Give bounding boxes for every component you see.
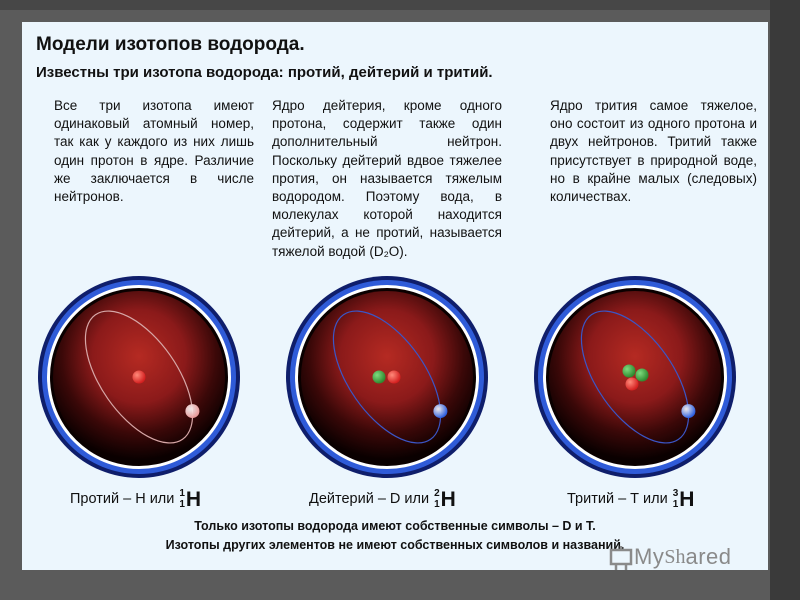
deuterium-electron bbox=[433, 404, 447, 418]
deuterium-atom-model bbox=[284, 274, 490, 480]
protium-element-symbol: Н bbox=[185, 487, 202, 511]
tritium-proton bbox=[626, 378, 639, 391]
text-column-protium: Все три изотопа имеют одинаковый атомный номер, так как у каждого из них лишь один протон в ядре. Различие же заключается в числе нейтронов. bbox=[54, 98, 254, 205]
note-line-2: Изотопы других элементов не имеют собственных символов и названий. bbox=[165, 538, 625, 552]
watermark-text-sh: Sh bbox=[664, 545, 686, 568]
slide-title: Модели изотопов водорода. bbox=[36, 34, 305, 55]
watermark-text-my: My bbox=[634, 544, 665, 569]
background-right bbox=[770, 0, 800, 600]
protium-proton bbox=[133, 371, 146, 384]
tritium-symbol bbox=[673, 488, 695, 510]
text-column-tritium: Ядро трития самое тяжелое, оно состоит из одного протона и двух нейтронов. Тритий также присутствует в природной воде, но в крайне малых (следовых) количествах. bbox=[550, 98, 757, 205]
deuterium-caption-text: Дейтерий – D или bbox=[309, 491, 430, 507]
watermark-icon bbox=[608, 542, 634, 572]
tritium-caption-text: Тритий – Т или bbox=[567, 491, 668, 507]
tritium-atomic-number: 1 bbox=[672, 499, 679, 510]
tritium-atom-model bbox=[532, 274, 738, 480]
note-line-1: Только изотопы водорода имеют собственные символы – D и T. bbox=[194, 519, 596, 533]
protium-symbol bbox=[179, 488, 201, 510]
watermark-text-ared: ared bbox=[685, 544, 732, 569]
protium-caption bbox=[70, 481, 201, 517]
deuterium-mass-number: 2 bbox=[434, 488, 440, 499]
deuterium-symbol bbox=[434, 488, 456, 510]
slide bbox=[22, 22, 768, 570]
deuterium-caption bbox=[309, 481, 456, 517]
deuterium-element-symbol: Н bbox=[440, 487, 456, 511]
tritium-electron bbox=[681, 404, 695, 418]
slide-subtitle: Известны три изотопа водорода: протий, дейтерий и тритий. bbox=[36, 64, 493, 81]
deuterium-atomic-number: 1 bbox=[434, 499, 440, 510]
watermark-logo bbox=[608, 540, 732, 574]
deuterium-neutron bbox=[373, 371, 386, 384]
tritium-neutron bbox=[623, 365, 636, 378]
tritium-neutron bbox=[636, 369, 649, 382]
protium-electron bbox=[185, 404, 199, 418]
tritium-caption bbox=[567, 481, 694, 517]
protium-atom-model bbox=[36, 274, 242, 480]
tritium-mass-number: 3 bbox=[672, 488, 679, 499]
background-top bbox=[0, 0, 800, 10]
text-column-deuterium: Ядро дейтерия, кроме одного протона, содержит также один дополнительный нейтрон. Поскольку дейтерий вдвое тяжелее протия, он называется тяжелым водородом. Поэтому вода, в молекулах которой находится дейтерий, а не протий, называется тяжелой водой (D₂O). bbox=[272, 98, 502, 259]
protium-caption-text: Протий – Н или bbox=[70, 491, 175, 507]
protium-mass-number: 1 bbox=[179, 488, 185, 499]
deuterium-proton bbox=[388, 371, 401, 384]
tritium-element-symbol: Н bbox=[679, 487, 695, 511]
protium-atomic-number: 1 bbox=[179, 499, 185, 510]
